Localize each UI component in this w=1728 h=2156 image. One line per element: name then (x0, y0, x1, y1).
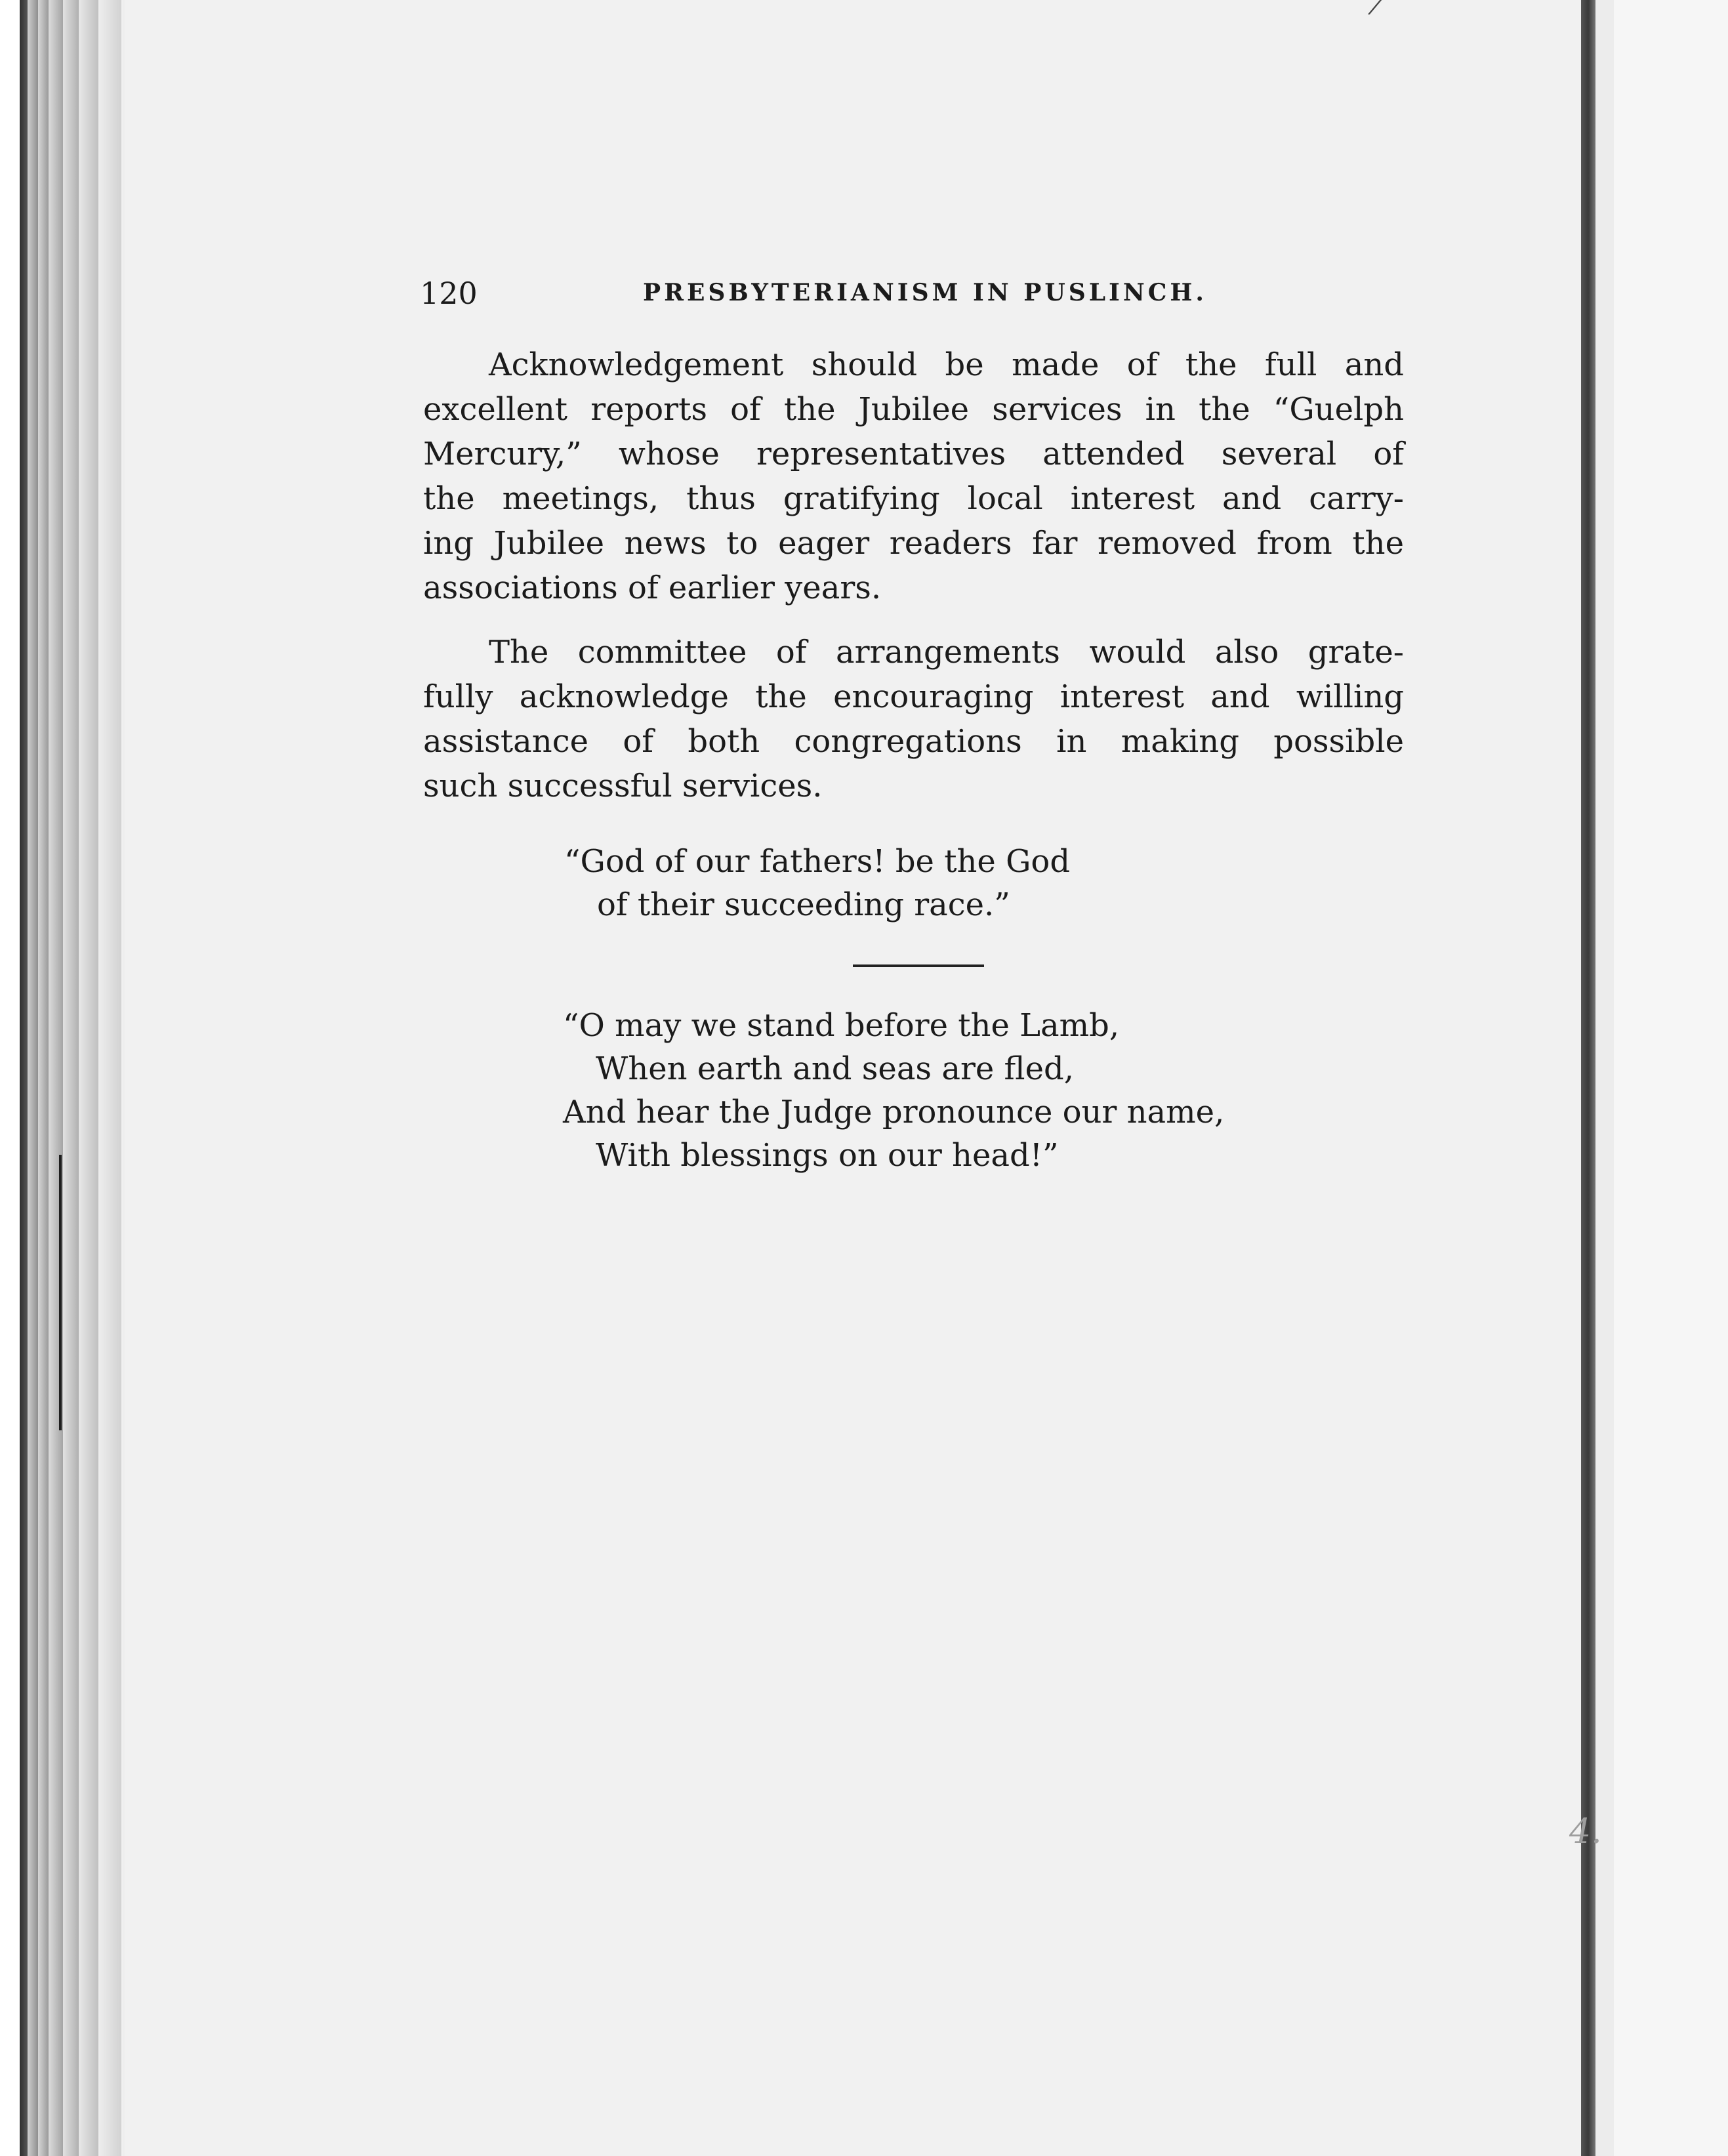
running-title: PRESBYTERIANISM IN PUSLINCH. (643, 279, 1207, 306)
pencil-margin-mark: 4. (1569, 1812, 1602, 1852)
paragraph-line: associations of earlier years. (423, 570, 882, 606)
paragraph-line: Acknowledgement should be made of the full and (489, 346, 1404, 383)
paragraph-committee (423, 630, 1404, 808)
paragraph-acknowledgement (423, 342, 1404, 610)
paragraph-line: Mercury,” whose representatives attended several of (423, 436, 1404, 472)
facing-page-edge (1614, 0, 1728, 2156)
paragraph-line: ing Jubilee news to eager readers far removed from the (423, 525, 1404, 562)
stacked-page-edges (0, 0, 138, 2156)
verse-line: “O may we stand before the Lamb, (563, 1007, 1120, 1044)
verse-stand-before-the-lamb (563, 1004, 1224, 1177)
paragraph-line: excellent reports of the Jubilee services in the “Guelph (423, 391, 1404, 428)
verse-line: When earth and seas are fled, (596, 1050, 1074, 1087)
verse-line: of their succeeding race.” (597, 886, 1010, 923)
verse-line: And hear the Judge pronounce our name, (563, 1094, 1225, 1130)
verse-line: “God of our fathers! be the God (564, 843, 1071, 880)
paragraph-line: the meetings, thus gratifying local interest and carry- (423, 480, 1404, 517)
page-number: 120 (420, 276, 478, 311)
verse-line: With blessings on our head!” (596, 1137, 1059, 1174)
verse-god-of-our-fathers (564, 840, 1070, 926)
paragraph-line: assistance of both congregations in making possible (423, 723, 1404, 760)
paragraph-line: such successful services. (423, 768, 823, 804)
section-divider (853, 964, 984, 967)
paragraph-line: The committee of arrangements would also grate- (489, 634, 1404, 671)
paragraph-line: fully acknowledge the encouraging interest and willing (423, 678, 1404, 715)
